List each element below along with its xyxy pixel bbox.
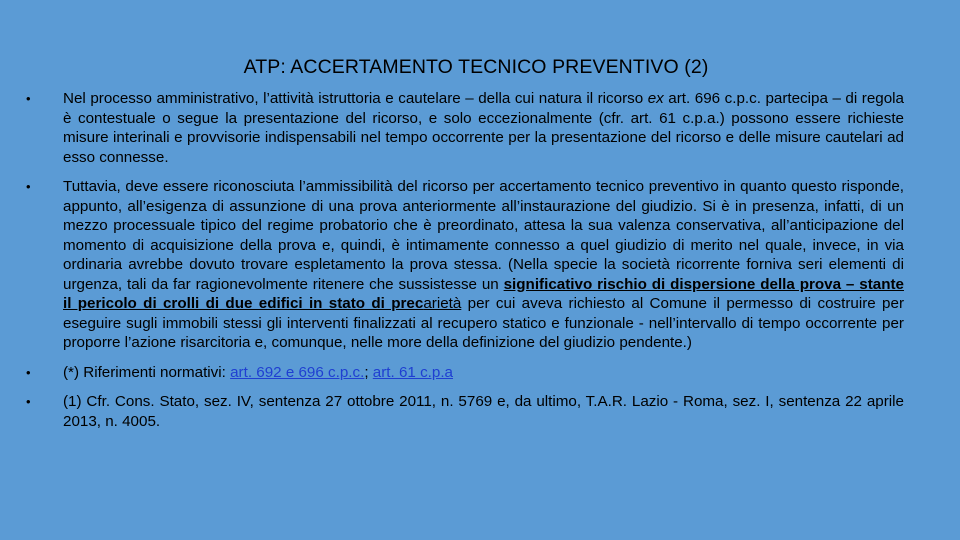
bullet-text: (1) Cfr. Cons. Stato, sez. IV, sentenza 27 ottobre 2011, n. 5769 e, da ultimo, T.A.R. Lazio - Roma, sez. I, sentenza 22 aprile 2013, n. 4005. [63,393,904,430]
bullet-text [63,364,453,381]
link-art-61-cpa[interactable]: art. 61 c.p.a [372,363,453,381]
bullet-item-1 [26,89,904,167]
bullet-text-italic: ex [647,90,664,107]
link-art-692-696-cpc[interactable]: art. 692 e 696 c.p.c. [230,363,365,381]
bullet-marker: • [26,394,31,409]
references-separator: ; [364,363,373,381]
bullet-text-part: art. 696 c.p.c. partecipa – di regola è contestuale o segue la presentazione del ricorso, e solo eccezionalmente (cfr. art. 61 c.p.a.) possono essere richieste misure interinali e provvisorie indispensabili nel tempo occorrente per la presentazione del ricorso e delle misure cautelari ad esso connesse. [63,90,904,166]
slide-title: ATP: ACCERTAMENTO TECNICO PREVENTIVO (2) [243,56,709,78]
bullet-item-4 [26,392,904,431]
references-prefix: (*) Riferimenti normativi: [63,363,231,381]
bullet-text [63,178,904,351]
bullet-item-2 [26,177,904,353]
bullet-marker: • [26,179,31,194]
underlined-text: arietà [423,295,462,312]
emphasized-text: significativo rischio di dispersione della prova – stante il pericolo di crolli di due edifici in stato di prec [63,275,904,312]
bullet-item-3 [26,363,904,383]
bullet-marker: • [26,91,31,106]
bullet-marker: • [26,364,31,380]
bullet-text-part: per cui aveva richiesto al Comune il permesso di costruire per eseguire sugli immobili stessi gli interventi finalizzati al recupero statico e funzionale - nell’intervallo di tempo occorrente per proporre l’azione risarcitoria e, comunque, nelle more della definizione del giudizio pendente.) [63,295,904,351]
bullet-text [63,90,904,166]
bullet-text-part: Nel processo amministrativo, l’attività istruttoria e cautelare – della cui natura il ricorso [63,90,648,107]
bullet-list [26,89,904,441]
bullet-text-part: Tuttavia, deve essere riconosciuta l’ammissibilità del ricorso per accertamento tecnico preventivo in quanto questo risponde, appunto, all’esigenza di assunzione di una prova anteriormente all’instaurazione del giudizio. Si è in presenza, infatti, di un mezzo processuale tipico del regime probatorio che è preordinato, attesa la sua valenza conservativa, all’anticipazione del momento di acquisizione della prova e, quindi, è intimamente connesso a quel giudizio di merito nel quale, invece, in via ordinaria avrebbe dovuto trovare espletamento la prova stessa. (Nella specie la società ricorrente forniva seri elementi di urgenza, tali da far ragionevolmente ritenere che sussistesse un [63,178,904,293]
